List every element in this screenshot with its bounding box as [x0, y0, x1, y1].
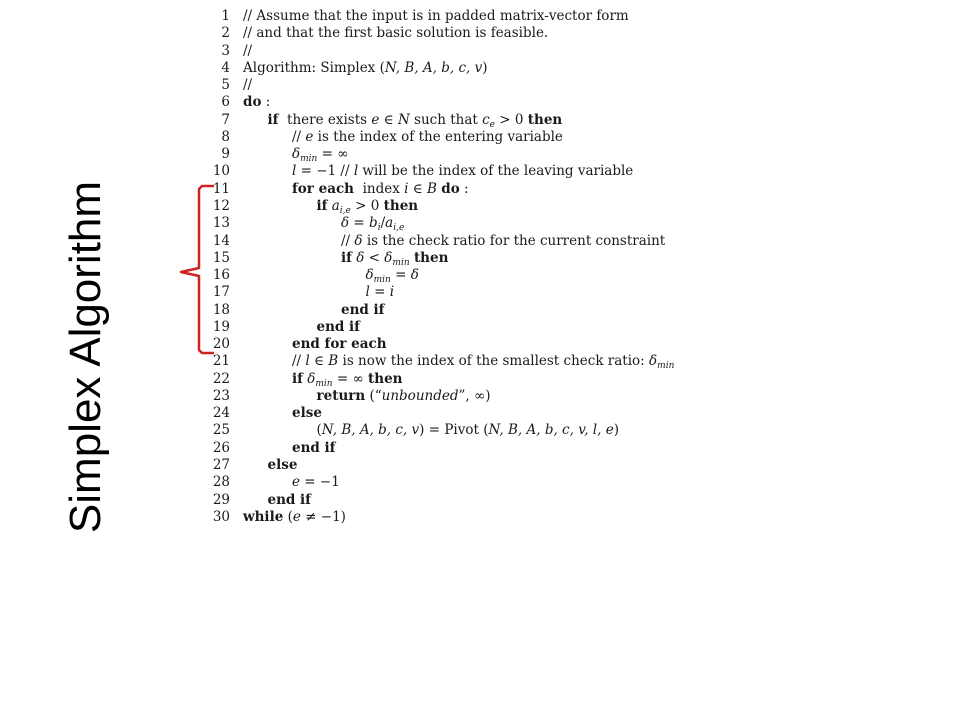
line-number: 2	[221, 25, 230, 42]
code-line: for each index i ∈ B do :	[292, 180, 469, 197]
code-line: e = −1	[292, 474, 340, 491]
line-number: 13	[212, 215, 230, 232]
code-line: else	[292, 405, 322, 422]
code-line: l = −1 // l will be the index of the leaving variable	[292, 163, 634, 180]
code-line: return (“unbounded”, ∞)	[316, 387, 491, 404]
line-number: 14	[212, 232, 230, 249]
line-number: 4	[221, 59, 230, 76]
line-number: 3	[221, 42, 230, 59]
line-number: 24	[212, 405, 230, 422]
code-line: //	[243, 42, 253, 59]
line-number: 10	[212, 163, 230, 180]
code-line: while (e ≠ −1)	[243, 508, 346, 525]
code-line: // and that the first basic solution is feasible.	[243, 25, 549, 42]
code-line: end if	[341, 301, 385, 318]
code-line: do :	[243, 94, 271, 111]
code-line: end if	[316, 318, 360, 335]
line-number: 23	[212, 387, 230, 404]
line-number: 1	[221, 8, 230, 24]
code-line: end if	[267, 491, 311, 508]
line-number: 9	[221, 146, 230, 163]
line-number: 28	[212, 474, 230, 491]
code-line: if there exists e ∈ N such that $c_e > 0$ then	[267, 111, 563, 130]
line-number: 22	[212, 370, 230, 387]
code-line: // δ is the check ratio for the current constraint	[341, 232, 666, 249]
line-number: 25	[212, 422, 230, 439]
line-number: 15	[212, 249, 230, 266]
code-line: if $\delta_{min}$ = ∞ then	[292, 370, 403, 389]
code-line: // Assume that the input is in padded matrix-vector form	[243, 8, 629, 24]
line-number: 18	[212, 301, 230, 318]
code-line: $\delta_{min} = \delta$	[365, 267, 419, 286]
code-line: l = i	[365, 284, 395, 301]
line-number: 27	[212, 457, 230, 474]
line-number: 7	[221, 111, 230, 128]
slide-title: Simplex Algorithm	[61, 180, 110, 534]
code-line: end for each	[292, 336, 387, 353]
code-line: if $a_{i,e} > 0$ then	[316, 197, 419, 216]
line-number: 16	[212, 267, 230, 284]
code-line: // l ∈ B is now the index of the smallest check ratio: $\delta_{min}$	[292, 353, 675, 372]
code-line: (N, B, A, b, c, v) = Pivot (N, B, A, b, c, v, l, e)	[316, 422, 619, 439]
line-number: 30	[212, 508, 230, 525]
line-number: 29	[212, 491, 230, 508]
line-number: 11	[212, 180, 230, 197]
code-line: Algorithm: Simplex (N, B, A, b, c, v)	[243, 59, 488, 76]
line-number: 19	[212, 318, 230, 335]
code-line: if $\delta < \delta_{min}$ then	[341, 249, 449, 268]
code-line: else	[267, 457, 298, 474]
code-line: $\delta = b_i/a_{i,e}$	[341, 215, 405, 234]
code-line: $\delta_{min}$ = ∞	[292, 146, 349, 165]
code-line: // e is the index of the entering variable	[292, 128, 563, 145]
line-number: 21	[212, 353, 230, 370]
line-number: 20	[212, 336, 230, 353]
code-line: //	[243, 77, 253, 94]
line-number: 17	[212, 284, 230, 301]
line-number: 8	[221, 128, 230, 145]
line-number: 12	[212, 197, 230, 214]
code-line: end if	[292, 439, 336, 456]
line-number: 26	[212, 439, 230, 456]
line-number: 5	[221, 77, 230, 94]
line-number: 6	[221, 94, 230, 111]
red-brace	[181, 186, 214, 353]
